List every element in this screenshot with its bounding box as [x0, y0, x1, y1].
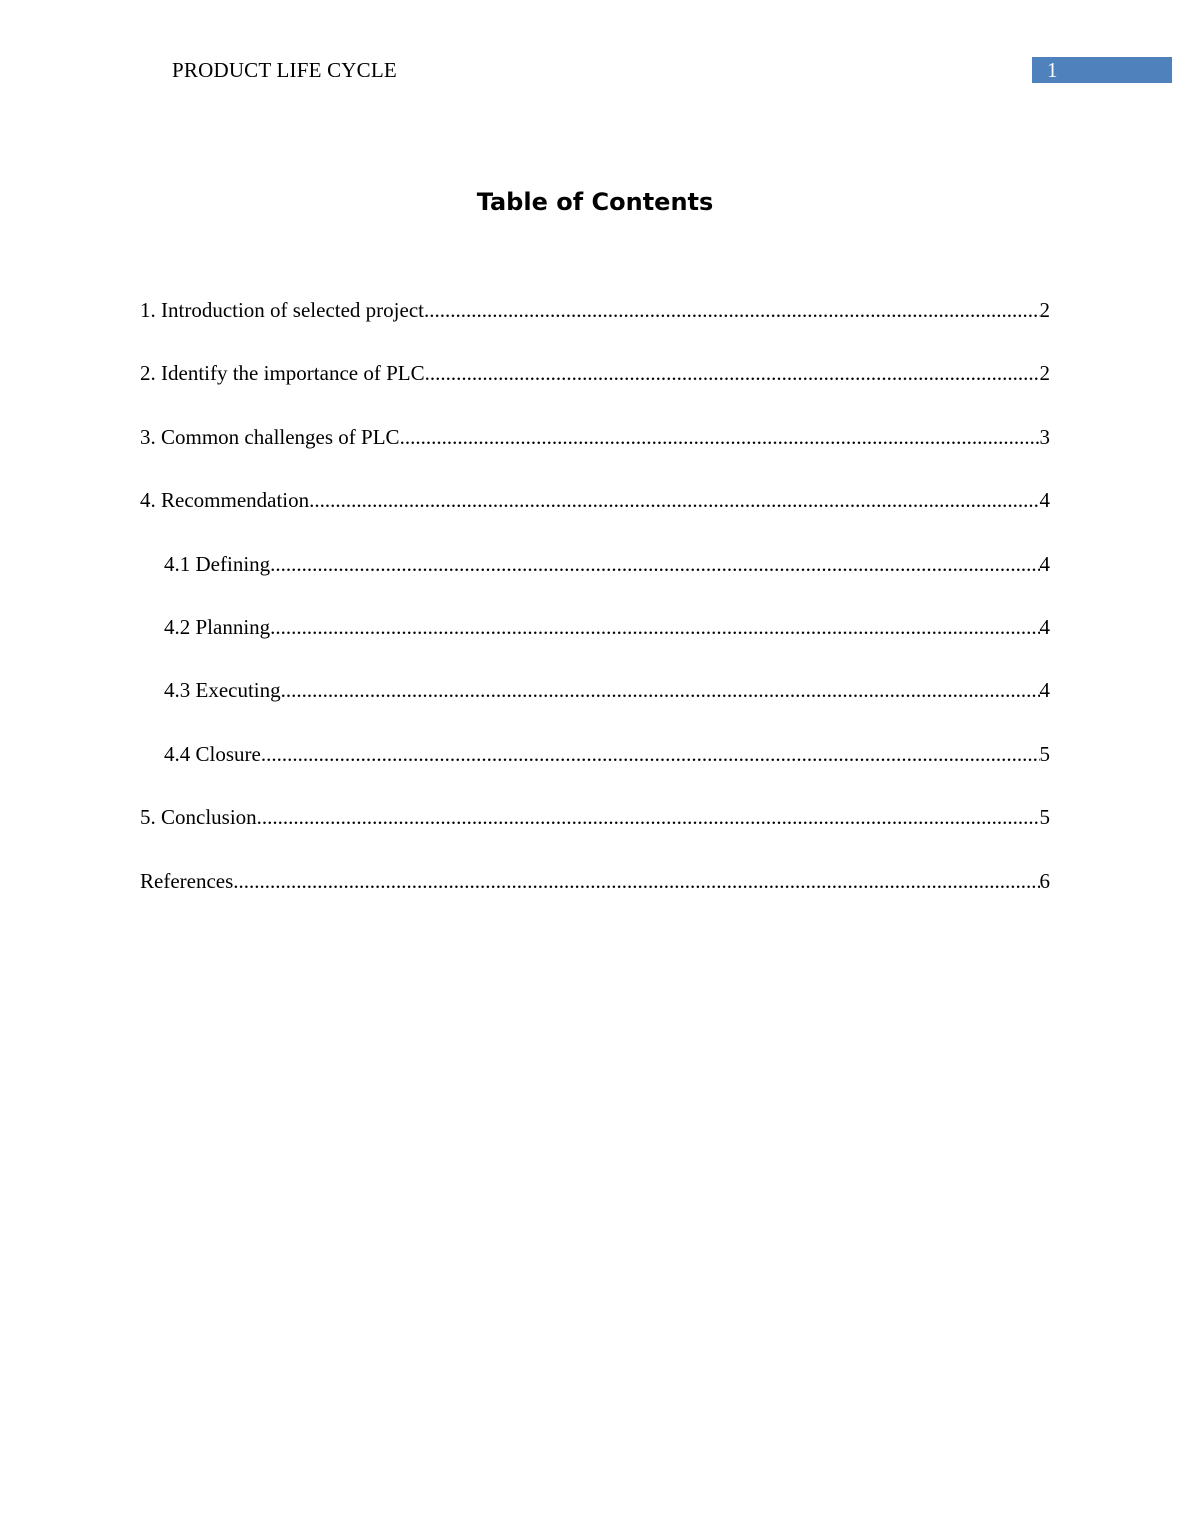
toc-entry-page: 3 [1039, 424, 1050, 449]
toc-entry-page: 2 [1039, 298, 1050, 322]
toc-entry-text: 4.1 Defining [164, 551, 271, 576]
toc-entry-text: 4. Recommendation [140, 488, 310, 513]
toc-dot-leader [270, 549, 1039, 579]
toc-entry-text: 3. Common challenges of PLC [140, 424, 400, 449]
page-number: 1 [1047, 58, 1058, 82]
running-header-title: PRODUCT LIFE CYCLE [172, 58, 397, 82]
toc-dot-leader [257, 802, 1040, 832]
toc-entry-recommendation[interactable] [140, 485, 1050, 548]
toc-entry-importance[interactable] [140, 358, 1050, 421]
toc-entry-introduction[interactable] [140, 295, 1050, 358]
toc-entry-closure[interactable] [140, 739, 1050, 802]
toc-entry-page: 5 [1039, 805, 1050, 830]
toc-entry-page: 4 [1039, 614, 1050, 639]
toc-entry-text: 2. Identify the importance of PLC [140, 361, 425, 386]
toc-entry-text: 5. Conclusion [140, 805, 257, 830]
toc-dot-leader [233, 866, 1039, 896]
toc-entry-defining[interactable] [140, 549, 1050, 612]
toc-entry-executing[interactable] [140, 675, 1050, 738]
toc-entry-page: 4 [1039, 551, 1050, 576]
toc-entry-text: 4.4 Closure [164, 741, 261, 766]
toc-entry-page: 4 [1039, 678, 1050, 703]
toc-heading: Table of Contents [476, 188, 714, 216]
toc-entry-page: 5 [1039, 741, 1050, 766]
page-number-badge [1032, 57, 1172, 83]
toc-entry-page: 2 [1039, 361, 1050, 386]
toc-entry-planning[interactable] [140, 612, 1050, 675]
toc-entry-challenges[interactable] [140, 422, 1050, 485]
toc-entry-text: 1. Introduction of selected project [140, 298, 424, 322]
toc-dot-leader [281, 675, 1040, 705]
table-of-contents [140, 295, 1050, 929]
toc-dot-leader [261, 739, 1040, 769]
toc-entry-page: 4 [1039, 488, 1050, 513]
toc-entry-conclusion[interactable] [140, 802, 1050, 865]
toc-dot-leader [309, 485, 1039, 515]
toc-dot-leader [425, 358, 1040, 388]
toc-dot-leader [424, 295, 1040, 325]
toc-dot-leader [400, 422, 1040, 452]
toc-entry-text: References [140, 868, 234, 893]
toc-entry-references[interactable] [140, 866, 1050, 929]
toc-entry-page: 6 [1039, 868, 1050, 893]
toc-entry-text: 4.3 Executing [164, 678, 281, 703]
toc-dot-leader [270, 612, 1039, 642]
toc-entry-text: 4.2 Planning [164, 614, 271, 639]
